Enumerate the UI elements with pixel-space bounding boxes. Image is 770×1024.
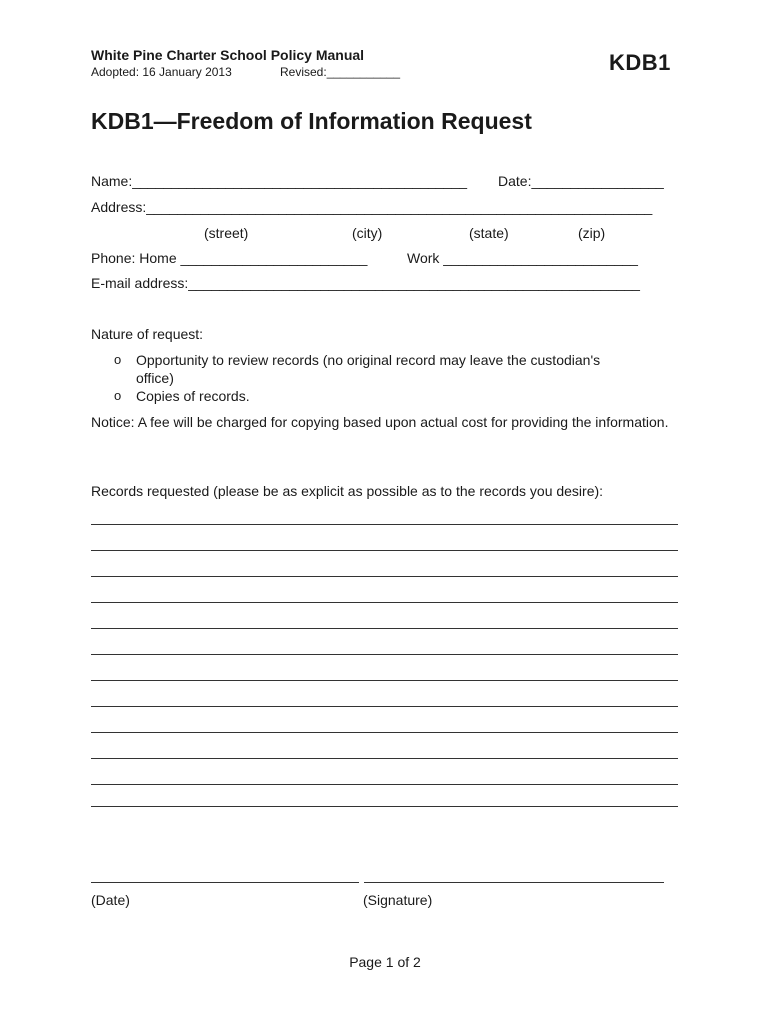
page-title: KDB1—Freedom of Information Request xyxy=(91,108,532,134)
adopted-date: Adopted: 16 January 2013 xyxy=(91,65,232,79)
manual-title: White Pine Charter School Policy Manual xyxy=(91,47,365,63)
zip-hint: (zip) xyxy=(578,225,606,241)
records-line[interactable] xyxy=(91,524,678,525)
records-line[interactable] xyxy=(91,806,678,807)
work-phone-field[interactable]: Work _________________________ xyxy=(407,250,638,266)
nature-label: Nature of request: xyxy=(91,326,204,342)
name-field[interactable]: Name:___________________________________________ xyxy=(91,173,468,189)
checkbox-review[interactable]: o xyxy=(114,352,122,367)
date-signature-label: (Date) xyxy=(91,892,130,908)
option-review-line2: office) xyxy=(136,370,174,386)
signature-line[interactable] xyxy=(364,882,664,883)
records-line[interactable] xyxy=(91,550,678,551)
date-field[interactable]: Date:_________________ xyxy=(498,173,664,189)
fee-notice: Notice: A fee will be charged for copying based upon actual cost for providing the information. xyxy=(91,414,669,430)
records-line[interactable] xyxy=(91,680,678,681)
state-hint: (state) xyxy=(469,225,509,241)
checkbox-copies[interactable]: o xyxy=(114,388,122,403)
revised-date: Revised:___________ xyxy=(280,65,401,79)
home-phone-field[interactable]: Phone: Home ________________________ xyxy=(91,250,368,266)
records-line[interactable] xyxy=(91,654,678,655)
policy-code: KDB1 xyxy=(609,50,671,75)
records-line[interactable] xyxy=(91,628,678,629)
date-signature-line[interactable] xyxy=(91,882,359,883)
records-line[interactable] xyxy=(91,602,678,603)
records-line[interactable] xyxy=(91,758,678,759)
option-copies: Copies of records. xyxy=(136,388,250,404)
records-line[interactable] xyxy=(91,706,678,707)
signature-label: (Signature) xyxy=(363,892,433,908)
records-line[interactable] xyxy=(91,732,678,733)
records-line[interactable] xyxy=(91,576,678,577)
city-hint: (city) xyxy=(352,225,383,241)
records-label: Records requested (please be as explicit as possible as to the records you desire): xyxy=(91,483,604,499)
option-review-line1: Opportunity to review records (no original record may leave the custodian's xyxy=(136,352,601,368)
page-number: Page 1 of 2 xyxy=(349,954,421,970)
address-field[interactable]: Address:_________________________________________________________________ xyxy=(91,199,653,215)
street-hint: (street) xyxy=(204,225,249,241)
email-field[interactable]: E-mail address:__________________________________________________________ xyxy=(91,275,640,291)
records-line[interactable] xyxy=(91,784,678,785)
